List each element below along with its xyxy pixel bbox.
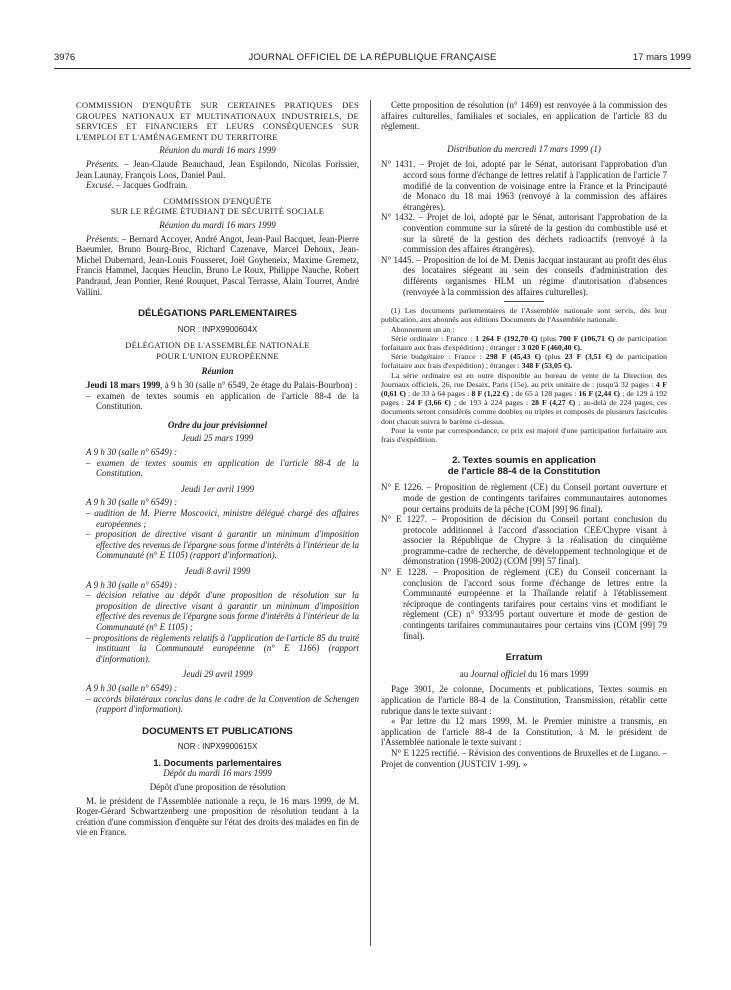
column-separator xyxy=(370,100,371,946)
commission2-title-line1: COMMISSION D'ENQUÊTE xyxy=(163,195,272,206)
d3-item1: – décision relative au dépôt d'une proposition de résolution sur la proposition de directive visant à garantir un minimum d'imposition effective des revenus de l'épargne sous forme d'intérêts à l'intérieur de la Communauté (n° E 1105) ; xyxy=(86,590,359,632)
documents-depot: Dépôt du mardi 16 mars 1999 xyxy=(163,768,272,779)
commission1-presents: Présents. – Jean-Claude Beauchaud, Jean Espilondo, Nicolas Forissier, Jean Launay, François Loos, Daniel Paul. xyxy=(76,158,359,180)
documents-subheading: 1. Documents parlementaires xyxy=(153,757,282,768)
delegations-nor: NOR : INPX9900604X xyxy=(177,324,258,334)
reunion-item: – examen de textes soumis en application de l'article 88-4 de la Constitution. xyxy=(86,390,359,412)
commission2-meeting: Réunion du mardi 16 mars 1999 xyxy=(159,219,276,230)
intro-text: Cette proposition de résolution (n° 1469) est renvoyée à la commission des affaires culturelles, familiales et sociales, en application de l'article 83 du règlement. xyxy=(381,100,667,132)
documents-heading: DOCUMENTS ET PUBLICATIONS xyxy=(142,725,293,737)
d1-time: A 9 h 30 (salle n° 6549) : xyxy=(86,447,178,458)
commission2-title-line2: SUR LE RÉGIME ÉTUDIANT DE SÉCURITÉ SOCIALE xyxy=(110,206,325,217)
d3-time: A 9 h 30 (salle n° 6549) : xyxy=(86,579,178,590)
distribution-list xyxy=(381,159,667,297)
d4-time: A 9 h 30 (salle n° 6549) : xyxy=(86,682,178,693)
footnote-note: (1) Les documents parlementaires de l'Assemblée nationale sont servis, dès leur publication, aux abonnés aux éditions Documents de l'Assemblée nationale. xyxy=(381,306,667,325)
footnote-correspondance: Pour la vente par correspondance, ce prix est majoré d'une participation forfaitaire aux frais d'expédition. xyxy=(381,425,667,444)
d2-date: Jeudi 1er avril 1999 xyxy=(180,483,255,494)
footnote-serie-budgetaire: Série budgétaire : France : 298 F (45,43 €) (plus 23 F (3,51 €) de participation forfaitaire aux frais d'expédition) ; étranger : 348 F (53,05 €). xyxy=(381,352,668,371)
d3-item2: – propositions de règlements relatifs à l'application de l'article 85 du traité instituant la Communauté européenne (n° E 1166) (rapport d'information). xyxy=(86,632,359,664)
erratum-heading: Erratum xyxy=(505,652,543,664)
d2-item1: – audition de M. Pierre Moscovici, ministre délégué chargé des affaires européennes ; xyxy=(86,508,359,529)
issue-date: 17 mars 1999 xyxy=(632,52,691,63)
list-item: N° 1431. – Projet de loi, adopté par le Sénat, autorisant l'approbation d'un accord sous forme d'échange de lettres relatif à l'application de l'article 7 modifié de la convention de voisinage entre la France et la Principauté de Monaco du 18 mai 1963 (renvoyé à la commission des affaires étrangères). xyxy=(381,159,667,212)
delegations-heading: DÉLÉGATIONS PARLEMENTAIRES xyxy=(138,308,297,320)
d2-time: A 9 h 30 (salle n° 6549) : xyxy=(86,497,178,508)
delegation-subtitle-line1: DÉLÉGATION DE L'ASSEMBLÉE NATIONALE xyxy=(125,340,310,351)
commission2-presents: Présents. – Bernard Accoyer, André Angot, Jean-Paul Bacquet, Jean-Pierre Baeumler, Bruno Bourg-Broc, Richard Cazenave, Marcel Dehoux, Jean-Michel Dubernard, Jean-Louis Fousseret, Joël Goyheneix, Maxime Gremetz, Francis Hammel, Jacques Heuclin, Bruno Le Roux, Philippe Nauche, Robert Pandraud, Jean Pontier, René Rouquet, Pascal Terrasse, Alain Tourret, André Vallini. xyxy=(76,233,359,297)
reunion-meeting: Jeudi 18 mars 1999, à 9 h 30 (salle n° 6549, 2e étage du Palais-Bourbon) : xyxy=(86,380,358,391)
erratum-p1: Page 3901, 2e colonne, Documents et publications, Textes soumis en application de l'article 88-4 de la Constitution, Transmission, rétablir cette rubrique dans le texte suivant : xyxy=(381,684,667,716)
reunion-heading: Réunion xyxy=(201,366,234,377)
d2-item2: – proposition de directive visant à garantir un minimum d'imposition effective des revenus de l'épargne sous forme d'intérêts à l'intérieur de la Communauté (n° E 1105) (rapport d'information). xyxy=(86,529,359,561)
list-item: N° 1432. – Projet de loi, adopté par le Sénat, autorisant l'approbation de la convention commune sur la sûreté de la gestion du combustible usé et sur la sûreté de la gestion des déchets radioactifs (renvoyé à la commission des affaires étrangères). xyxy=(381,212,667,255)
distribution-heading: Distribution du mercredi 17 mars 1999 (1) xyxy=(447,143,601,154)
commission1-title: COMMISSION D'ENQUÊTE SUR CERTAINES PRATIQUES DES GROUPES NATIONAUX ET MULTINATIONAUX INDUSTRIELS, DE SERVICES ET FINANCIERS ET LEURS CONSÉQUENCES SUR L'EMPLOI ET L'AMÉNAGEMENT DU TERRITOIRE xyxy=(76,100,359,142)
documents-nor: NOR : INPX9900615X xyxy=(177,742,258,752)
ordre-heading: Ordre du jour prévisionnel xyxy=(167,419,268,430)
footnote xyxy=(381,306,667,444)
list-item: N° E 1228. – Proposition de règlement (CE) du Conseil concernant la conclusion de l'accord sous forme d'échange de lettres entre la Communauté européenne et la Thaïlande relatif à l'établissement réciproque de contingents tarifaires pour certains vins et modifiant le règlement (CE) n° 933/95 portant ouverture et mode de gestion de contingents tarifaires communautaires pour certains vins (COM [99] 79 final). xyxy=(381,567,667,641)
d1-item: – examen de textes soumis en application de l'article 88-4 de la Constitution. xyxy=(86,457,359,479)
d4-date: Jeudi 29 avril 1999 xyxy=(182,669,253,680)
d4-item: – accords bilatéraux conclus dans le cadre de la Convention de Schengen (rapport d'information). xyxy=(86,693,359,715)
list-item: N° E 1227. – Proposition de décision du Conseil portant conclusion du protocole additionnel à l'accord d'association CEE/Chypre visant à associer la République de Chypre à la réalisation du cinquième programme-cadre de recherche, de développement technologique et de démonstration (1998-2002) (COM [99] 57 final). xyxy=(381,514,667,567)
erratum-p3: N° E 1225 rectifié. – Révision des conventions de Bruxelles et de Lugano. – Projet de convention (JUSTCIV 1-99). » xyxy=(381,747,667,769)
d1-date: Jeudi 25 mars 1999 xyxy=(181,433,254,444)
d3-date: Jeudi 8 avril 1999 xyxy=(184,565,251,576)
commission1-excuse: Excusé. – Jacques Godfrain. xyxy=(86,180,188,191)
textes-list xyxy=(381,482,667,641)
footnote-serie-ordinaire: Série ordinaire : France : 1 264 F (192,70 €) (plus 700 F (106,71 €) de participation forfaitaire aux frais d'expédition) ; étranger : 3 020 F (460,40 €). xyxy=(381,333,667,352)
footnote-abonnement: Abonnement un an : xyxy=(391,324,455,334)
list-item: N° 1445. – Proposition de loi de M. Denis Jacquat instaurant au profit des élus des locataires siégeant au sein des conseils d'administration des différents organismes HLM un régime d'autorisation d'absences (renvoyée à la commission des affaires culturelles). xyxy=(381,254,667,297)
page-number: 3976 xyxy=(54,52,76,63)
erratum-p2: « Par lettre du 12 mars 1999, M. le Premier ministre a transmis, en application de l'article 88-4 de la Constitution, à M. le président de l'Assemblée nationale le texte suivant : xyxy=(381,716,667,748)
footnote-vente: La série ordinaire est en outre disponible au bureau de vente de la Direction des Journaux officiels, 26, rue Desaix, Paris (15e), au prix unitaire de : jusqu'à 32 pages : 4 F (0,61 €) ; de 33 à 64 pages : 8 F (1,22 €) ; de 65 à 128 pages : 16 F (2,44 €) ; de 129 à 192 pages : 24 F (3,66 €) ; de 193 à 224 pages : 28 F (4,27 €) ; au-delà de 224 pages, ces documents seront considérés comme doubles ou triples et composés de plusieurs fascicules dont chacun suivra le barème ci-dessus. xyxy=(381,370,668,426)
erratum-sub: au Journal officiel du 16 mars 1999 xyxy=(459,668,589,679)
documents-text: M. le président de l'Assemblée nationale a reçu, le 16 mars 1999, de M. Roger-Gérard Schwartzenberg une proposition de résolution tendant à la création d'une commission d'enquête sur l'état des droits des malades en fin de vie en France. xyxy=(76,795,359,838)
delegation-subtitle-line2: POUR L'UNION EUROPÉENNE xyxy=(156,350,279,361)
page-header xyxy=(54,52,691,66)
list-item: N° E 1226. – Proposition de règlement (CE) du Conseil portant ouverture et mode de gestion de contingents tarifaires communautaires autonomes pour certains produits de la pêche (COM [99] 96 final). xyxy=(381,482,667,514)
short-rule xyxy=(504,301,544,302)
header-rule xyxy=(54,68,691,69)
textes-heading-line1: 2. Textes soumis en application xyxy=(452,455,596,467)
left-column xyxy=(76,100,359,838)
documents-depot-sub: Dépôt d'une proposition de résolution xyxy=(149,782,286,793)
commission1-meeting: Réunion du mardi 16 mars 1999 xyxy=(159,145,276,156)
right-column xyxy=(381,100,667,769)
textes-heading-line2: de l'article 88-4 de la Constitution xyxy=(447,465,601,477)
journal-title: JOURNAL OFFICIEL DE LA RÉPUBLIQUE FRANÇAISE xyxy=(248,52,497,63)
